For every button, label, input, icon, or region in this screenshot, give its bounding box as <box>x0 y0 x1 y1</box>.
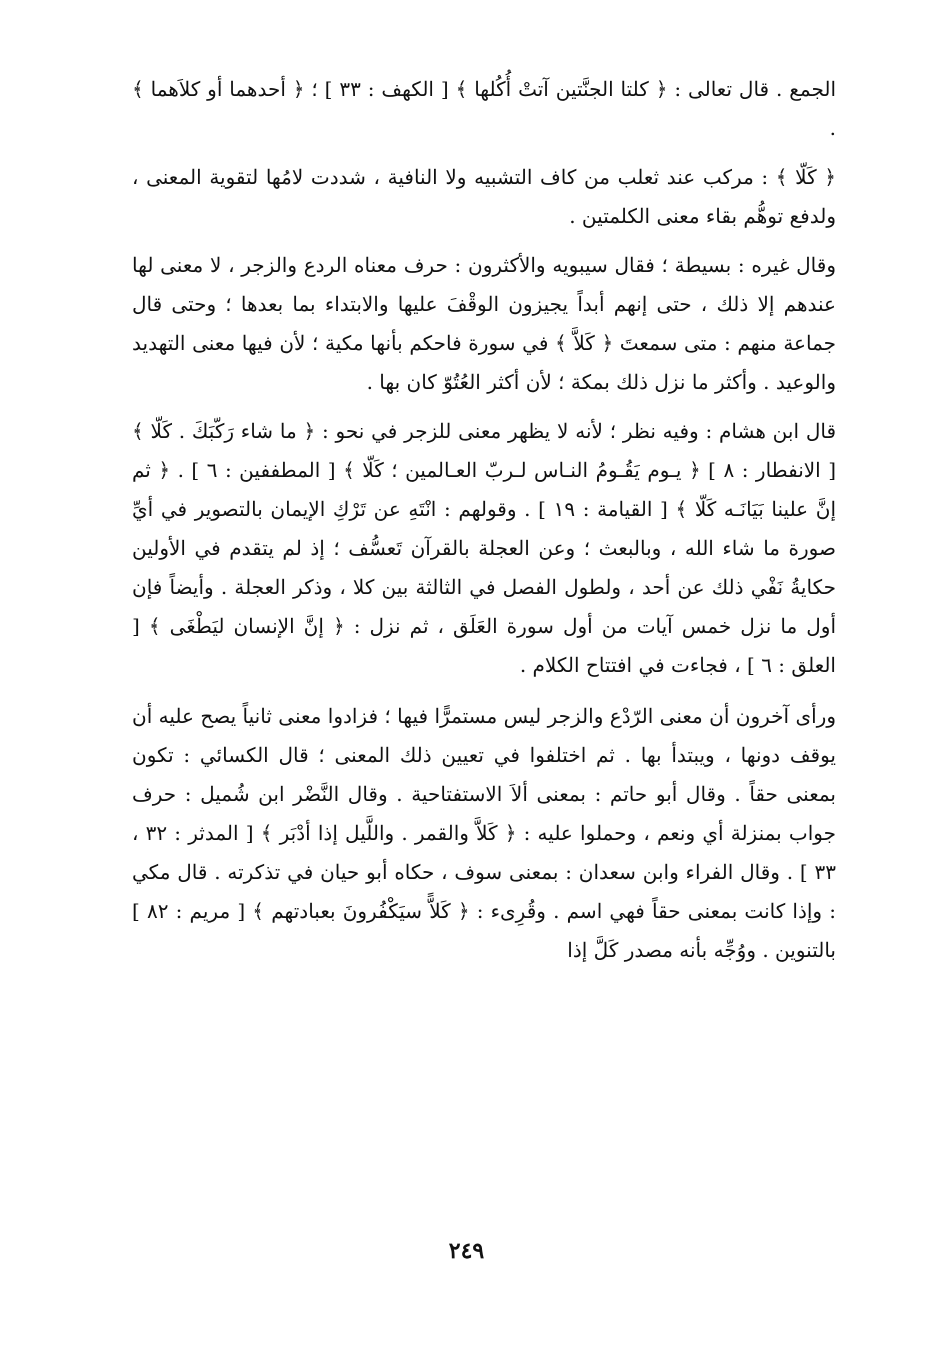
paragraph-5: ورأى آخرون أن معنى الرّدْع والزجر ليس مستمرًّا فيها ؛ فزادوا معنى ثانياً يصح عليه أن يوقف دونها ، ويبتدأ بها . ثم اختلفوا في تعيين ذلك المعنى ؛ قال الكسائي : تكون بمعنى حقاً . وقال أبو حاتم : بمعنى ألاَ الاستفتاحية . وقال النَّضْر ابن شُميل : حرف جواب بمنزلة أي ونعم ، وحملوا عليه : ﴿ كَلاَّ والقمر . واللَّيل إذا أدْبَر ﴾ [ المدثر : ٣٢ ، ٣٣ ] . وقال الفراء وابن سعدان : بمعنى سوف ، حكاه أبو حيان في تذكرته . قال مكي : وإذا كانت بمعنى حقاً فهي اسم . وقُرِىء : ﴿ كَلاًّ سيَكْفُرونَ بعبادتهم ﴾ [ مريم : ٨٢ ] بالتنوين . ووُجِّه بأنه مصدر كَلَّ إذا <box>132 704 837 962</box>
page-number: ٢٤٩ <box>448 1238 485 1264</box>
page-body <box>132 70 836 970</box>
paragraph-1: الجمع . قال تعالى : ﴿ كلتا الجنَّتين آتتْ أُكُلها ﴾ [ الكهف : ٣٣ ] ؛ ﴿ أحدهما أو كلاَهما ﴾ . <box>132 77 837 140</box>
paragraph-2: ﴿ كَلّا ﴾ : مركب عند ثعلب من كاف التشبيه ولا النافية ، شددت لامُها لتقوية المعنى ، ولدفع توهُّم بقاء معنى الكلمتين . <box>132 165 836 228</box>
paragraph-3: وقال غيره : بسيطة ؛ فقال سيبويه والأكثرون : حرف معناه الردع والزجر ، لا معنى لها عندهم إلا ذلك ، حتى إنهم أبداً يجيزون الوقْفَ عليها والابتداء بما بعدها ؛ وحتى قال جماعة منهم : متى سمعتَ ﴿ كَلاَّ ﴾ في سورة فاحكم بأنها مكية ؛ لأن فيها معنى التهديد والوعيد . وأكثر ما نزل ذلك بمكة ؛ لأن أكثر العُتُوّ كان بها . <box>132 253 836 394</box>
paragraph-4: قال ابن هشام : وفيه نظر ؛ لأنه لا يظهر معنى للزجر في نحو : ﴿ ما شاء رَكّبَكَ . كَلّا ﴾ [ الانفطار : ٨ ] ﴿ يـوم يَقُـومُ النـاس لـربّ العـالمين ؛ كَلّا ﴾ [ المطففين : ٦ ] . ﴿ ثم إنَّ علينا بَيَانَـه كَلّا ﴾ [ القيامة : ١٩ ] . وقولهم : انْتَهِ عن تَرْكِ الإيمان بالتصوير في أيِّ صورة ما شاء الله ، وبالبعث ؛ وعن العجلة بالقرآن تَعسُّف ؛ إذ لم يتقدم في الأولين حكايةُ نَفْي ذلك عن أحد ، ولطول الفصل في الثالثة بين كلا ، وذكر العجلة . وأيضاً فإن أول ما نزل خمس آيات من أول سورة العَلَق ، ثم نزل : ﴿ إنَّ الإنسان ليَطْغَى ﴾ [ العلق : ٦ ] ، فجاءت في افتتاح الكلام . <box>132 419 837 677</box>
